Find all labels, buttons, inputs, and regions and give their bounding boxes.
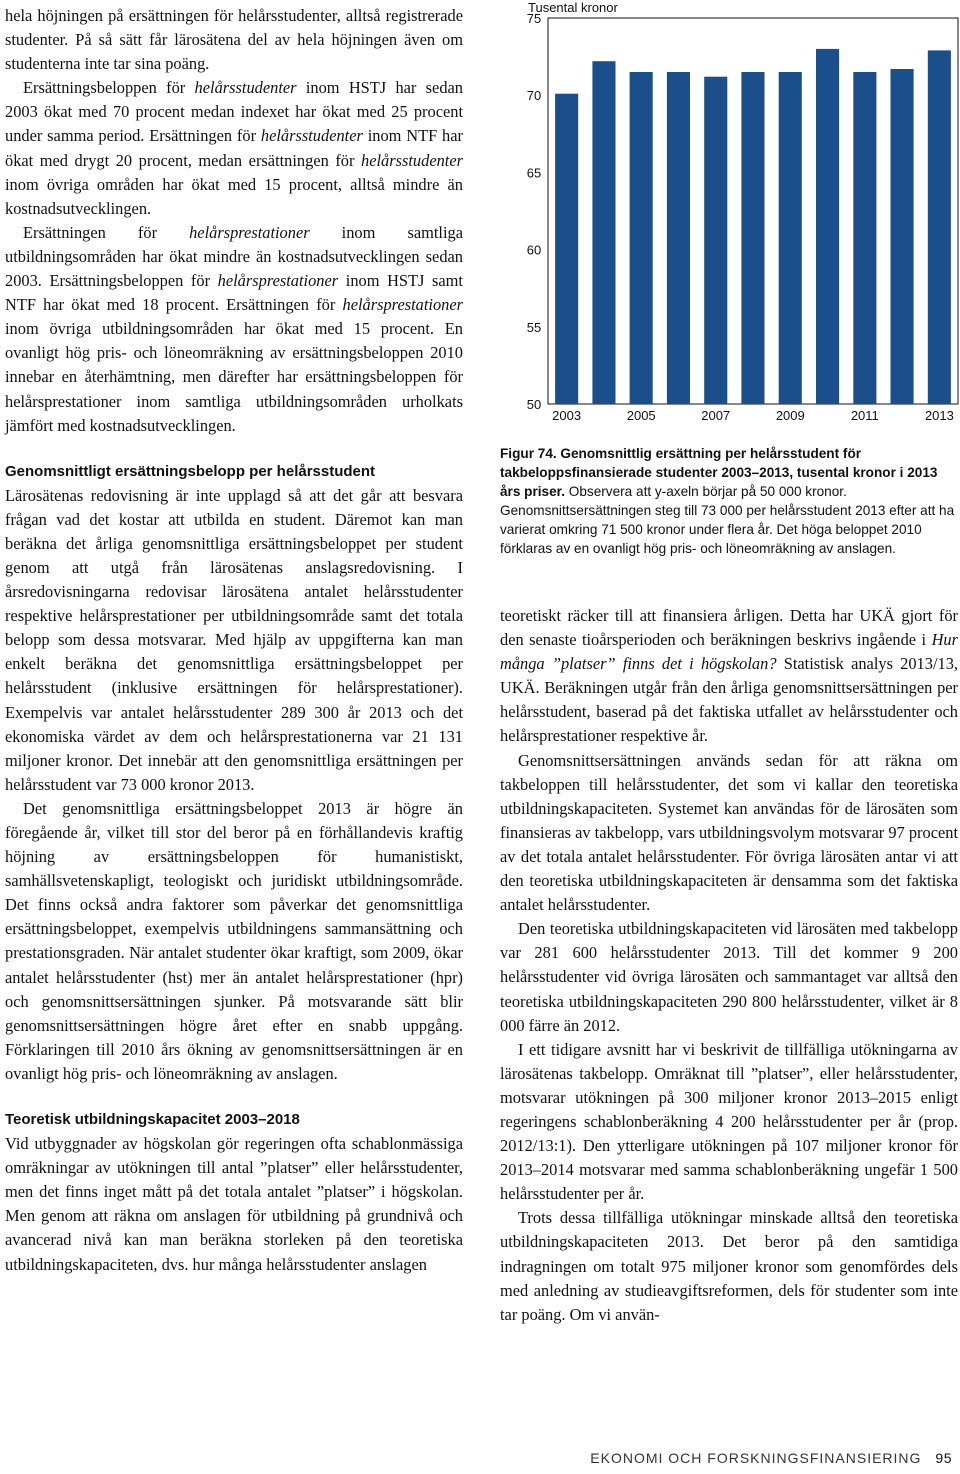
paragraph-hstj: [5, 76, 463, 221]
italic-term: helårsstudenter: [260, 126, 363, 146]
bar-2013: [928, 50, 951, 404]
text-run: inom NTF har ökat med drygt 20 procent, medan ersättningen för: [5, 126, 463, 170]
paragraph-ersattningsbelopp-2013: Det genomsnittliga ersättningsbeloppet 2013 är högre än föregående år, vilket till stor del beror på en förhållandevis kraftig höjning av ersättningsbeloppen för humanistiskt, samhällsvetenskapligt, teologiskt och juridiskt utbildningsområde. Det finns också andra faktorer som påverkar det genomsnittliga ersättningsbeloppet, exempelvis utbildningens sammansättning och prestationsgraden. När antalet studenter ökar kraftigt, som 2009, ökar antalet helårsstudenter (hst) mer än antalet helårsprestationer (hpr) och genomsnittsersättningen sjunker. På motsvarande sätt blir genomsnittsersättningen högre året efter en snabb uppgång. Förklaringen till 2010 års ökning av genomsnittsersättningen är en ovanligt hög pris- och löneomräkning av anslagen.: [5, 798, 463, 1083]
section-heading-genomsnittligt: Genomsnittligt ersättningsbelopp per helårsstudent: [5, 462, 376, 480]
paragraph-helarsprestationer: [5, 221, 463, 438]
caption-title: Figur 74. Genomsnittlig ersättning per helårsstudent för takbeloppsfinansierade studenter 2003–2013, tusental kronor i 2013 års priser.: [500, 446, 938, 499]
bar-2011: [853, 72, 876, 404]
caption-body: Observera att y-axeln börjar på 50 000 kronor. Genomsnittsersättningen steg till 73 000 per helårsstudent 2013 efter att ha varierat omkring 71 500 kronor under flera år. Det höga beloppet 2010 förklaras av en ovanligt hög pris- och löneomräkning av anslagen.: [500, 484, 955, 556]
text-run: inom HSTJ har sedan 2003 ökat med 70 procent medan indexet har ökat med 25 procent under samma period. Ersättningen för: [5, 78, 463, 146]
x-tick-label: 2011: [850, 408, 879, 423]
x-tick-label: 2003: [552, 408, 582, 423]
bar-2009: [779, 72, 802, 404]
bar-2006: [667, 72, 690, 404]
paragraph-kapacitet-2013: Den teoretiska utbildningskapaciteten vid lärosäten med takbelopp var 281 600 helårsstudenter 2013. Till det kommer 9 200 helårsstudenter vid övriga lärosäten och sammantaget var alltså den teoretiska utbildningskapaciteten 290 800 helårsstudenter, vilket är 8 000 färre än 2012.: [500, 919, 958, 1035]
italic-term: helårsstudenter: [361, 150, 463, 170]
figure-74-chart: [494, 0, 960, 430]
text-run: Statistisk analys 2013/13, UKÄ. Beräkningen utgår från den årliga genomsnittsersättningen per helårsstudent, baserad på det faktiska utfallet av helårsstudenter och helårsprestationer respektive år.: [500, 654, 958, 746]
intro-paragraph: hela höjningen på ersättningen för helårsstudenter, alltså registrerade studenter. På så sätt får lärosätena del av hela höjningen även om studenterna inte tar sina poäng.: [5, 6, 463, 74]
bar-2003: [555, 94, 578, 404]
italic-term: helårsstudenter: [194, 78, 297, 98]
italic-term: helårsprestationer: [189, 222, 310, 242]
right-column: [500, 604, 958, 1327]
paragraph-tillfalliga-utokningar: I ett tidigare avsnitt har vi beskrivit de tillfälliga utökningarna av lärosätenas takbelopp. Omräknat till ”platser”, eller helårsstudenter, motsvarar utökningen på 300 miljoner kronor 2013–2015 enligt regeringens schablonberäkning 4 200 helårsstudenter per år (prop. 2012/13:1). Den ytterligare utökningen på 107 miljoner kronor för 2013–2014 motsvarar med samma schablonberäkning ungefär 1 500 helårsstudenter per år.: [500, 1039, 958, 1204]
bar-2007: [704, 77, 727, 404]
figure-caption: [500, 444, 960, 558]
text-run: Ersättningsbeloppen för: [23, 78, 195, 98]
page-number: 95: [935, 1450, 952, 1466]
y-axis-title: Tusental kronor: [528, 0, 618, 15]
text-run: inom HSTJ samt NTF har ökat med 18 procent. Ersättningen för: [5, 271, 463, 315]
paragraph-redovisning: Lärosätenas redovisning är inte upplagd så att det går att besvara frågan vad det kostar att utbilda en student. Däremot kan man beräkna det årliga genomsnittliga ersättningsbeloppet per student genom att utgå från lärosätenas anslagsredovisning. I årsredovisningarna redovisar lärosätena antalet helårsstudenter respektive helårsprestationer per utbildningsområde samt det totala belopp som dessa motsvarar. Med hjälp av uppgifterna kan man enkelt beräkna det genomsnittliga ersättningsbeloppet per helårsstudent (inklusive ersättningen för helårsprestationer). Exempelvis var antalet helårsstudenter 289 300 år 2013 och det ekonomiska värdet av dem och helårsprestationerna var 21 131 miljoner kronor. Det innebär att den genomsnittliga ersättningen per helårsstudent var 73 000 kronor 2013.: [5, 485, 463, 794]
paragraph-genomsnittsersattningen: Genomsnittsersättningen används sedan för att räkna om takbeloppen till helårsstudenter, det som vi kallar den teoretiska utbildningskapaciteten. Systemet kan användas för de lärosäten som finansieras av takbelopp, vars utbildningsvolym motsvarar 97 procent av det totala antalet helårsstudenter. För övriga lärosäten antar vi att den teoretiska utbildningskapaciteten är densamma som det faktiska antalet helårsstudenter.: [500, 750, 958, 915]
bar-2012: [891, 69, 914, 404]
y-tick-label: 65: [526, 165, 542, 181]
section-heading-teoretisk: Teoretisk utbildningskapacitet 2003–2018: [5, 1111, 300, 1129]
footer-section-title: EKONOMI OCH FORSKNINGSFINANSIERING: [590, 1450, 922, 1466]
italic-report-title: Hur många ”platser” finns det i högskolan?: [500, 630, 958, 674]
paragraph-utbyggnader: Vid utbyggnader av högskolan gör regeringen ofta schablonmässiga omräkningar av utökningen till antal ”platser” eller helårsstudenter, men det finns inget mått på det totala antalet ”platser” i högskolan. Men genom att räkna om anslagen för utbildning på grundnivå och avancerad nivå kan man beräkna storleken på den teoretiska utbildningskapaciteten, dvs. hur många helårsstudenter anslagen: [5, 1134, 463, 1274]
x-tick-label: 2009: [775, 408, 805, 423]
x-axis: [552, 408, 954, 423]
y-tick-label: 70: [526, 88, 542, 104]
bar-2010: [816, 49, 839, 404]
y-axis: [527, 11, 541, 412]
y-tick-label: 60: [526, 242, 542, 258]
y-tick-label: 75: [526, 11, 542, 26]
bar-2008: [741, 72, 764, 404]
y-tick-label: 55: [526, 319, 542, 335]
text-run: inom samtliga utbildningsområden har ökat mindre än kostnadsutvecklingen sedan 2003. Ersättningsbeloppen för: [5, 222, 463, 291]
italic-term: helårsprestationer: [342, 295, 463, 315]
text-run: inom övriga utbildningsområden har ökat med 15 procent. En ovanligt hög pris- och löneomräkning av ersättningsbeloppen 2010 innebar en återhämtning, men därefter har ersättningsbeloppen för helårsprestationer inom samtliga utbildningsområden urholkats jämfört med kostnadsutvecklingen.: [5, 319, 463, 435]
bar-chart: [494, 0, 960, 430]
x-tick-label: 2007: [701, 408, 731, 423]
x-tick-label: 2013: [924, 408, 954, 423]
text-run: teoretiskt räcker till att finansiera årligen. Detta har UKÄ gjort för den senaste tioårsperioden och beräkningen beskrivs ingående i: [500, 606, 958, 650]
bar-2004: [592, 61, 615, 404]
y-tick-label: 50: [526, 397, 542, 412]
paragraph-teoretiskt-racker: [500, 604, 958, 749]
paragraph-trots-dessa: Trots dessa tillfälliga utökningar minskade alltså den teoretiska utbildningskapaciteten 2013. Det beror på den samtidiga indragningen om totalt 975 miljoner kronor som genomfördes dels med anledning av studieavgiftsreformen, dels för studenter som inte tar poäng. Om vi använ-: [500, 1208, 958, 1324]
left-column: [5, 4, 463, 1277]
italic-term: helårsprestationer: [217, 271, 339, 291]
text-run: inom övriga områden har ökat med 15 procent, alltså mindre än kostnadsutvecklingen.: [5, 174, 463, 218]
text-run: Ersättningen för: [23, 222, 190, 242]
bars: [555, 49, 951, 404]
page-footer: [590, 1450, 952, 1466]
bar-2005: [630, 72, 653, 404]
x-tick-label: 2005: [626, 408, 656, 423]
